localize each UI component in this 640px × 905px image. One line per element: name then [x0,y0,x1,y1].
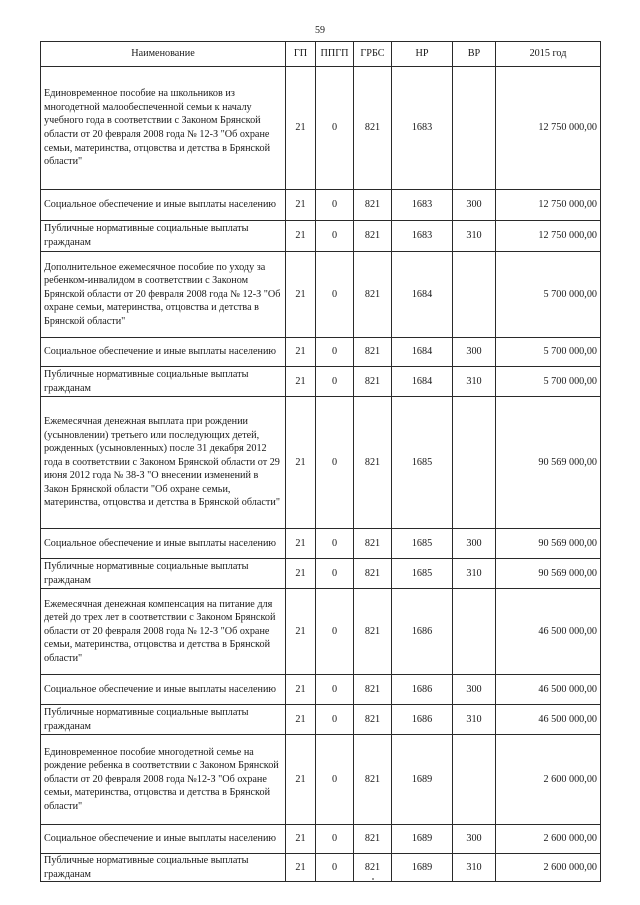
row-amount: 5 700 000,00 [496,367,601,397]
row-gp: 21 [286,559,316,589]
header-ppgp: ППГП [316,42,354,67]
header-vr: ВР [453,42,496,67]
row-name: Социальное обеспечение и иные выплаты населению [41,825,286,854]
row-grbs: 821 [354,675,392,705]
row-amount: 12 750 000,00 [496,190,601,221]
table-row [41,338,601,367]
row-ppgp: 0 [316,67,354,190]
row-nr: 1684 [392,338,453,367]
row-gp: 21 [286,252,316,338]
row-nr: 1684 [392,367,453,397]
row-vr [453,735,496,825]
row-ppgp: 0 [316,825,354,854]
header-grbs: ГРБС [354,42,392,67]
row-name: Социальное обеспечение и иные выплаты населению [41,190,286,221]
row-grbs: 821 [354,529,392,559]
table-row [41,190,601,221]
table-row [41,397,601,529]
row-gp: 21 [286,529,316,559]
row-ppgp: 0 [316,397,354,529]
row-vr: 310 [453,559,496,589]
row-grbs: 821 [354,825,392,854]
row-name: Ежемесячная денежная выплата при рождении (усыновлении) третьего или последующих детей, рожденных (усыновленных) после 31 декабря 2012 года в соответствии с Законом Брянской области от 29 июня 2012 года № 38-З "О внесении изменений в Закон Брянской области "Об охране семьи, материнства, отцовства и детства в Брянской области" [41,397,286,529]
row-grbs: 821 [354,589,392,675]
row-gp: 21 [286,825,316,854]
row-ppgp: 0 [316,705,354,735]
row-amount: 12 750 000,00 [496,221,601,252]
table-row [41,705,601,735]
row-gp: 21 [286,190,316,221]
row-gp: 21 [286,705,316,735]
table-row [41,825,601,854]
row-ppgp: 0 [316,252,354,338]
row-gp: 21 [286,589,316,675]
row-grbs: 821 [354,338,392,367]
row-grbs: 821 [354,190,392,221]
row-gp: 21 [286,67,316,190]
row-gp: 21 [286,735,316,825]
row-vr [453,67,496,190]
header-year: 2015 год [496,42,601,67]
row-name: Публичные нормативные социальные выплаты гражданам [41,367,286,397]
row-nr: 1689 [392,854,453,882]
row-vr: 300 [453,825,496,854]
row-name: Социальное обеспечение и иные выплаты населению [41,338,286,367]
row-vr: 310 [453,705,496,735]
row-grbs: 821 [354,367,392,397]
row-vr [453,589,496,675]
row-ppgp: 0 [316,367,354,397]
row-name: Дополнительное ежемесячное пособие по уходу за ребенком-инвалидом в соответствии с Законом Брянской области от 20 февраля 2008 года № 12-З "Об охране семьи, материнства, отцовства и детства в Брянской области" [41,252,286,338]
row-name: Публичные нормативные социальные выплаты гражданам [41,221,286,252]
row-grbs: 821 [354,735,392,825]
table-row [41,252,601,338]
row-vr: 300 [453,190,496,221]
row-name: Социальное обеспечение и иные выплаты населению [41,675,286,705]
row-grbs: 821 [354,221,392,252]
row-grbs: 821 [354,67,392,190]
table-row [41,221,601,252]
header-gp: ГП [286,42,316,67]
row-amount: 46 500 000,00 [496,705,601,735]
row-amount: 46 500 000,00 [496,675,601,705]
row-nr: 1685 [392,397,453,529]
row-name: Единовременное пособие многодетной семье на рождение ребенка в соответствии с Законом Брянской области от 20 февраля 2008 года №12-З "Об охране семьи, материнства, отцовства и детства в Брянской области" [41,735,286,825]
row-vr: 310 [453,221,496,252]
row-vr [453,252,496,338]
row-ppgp: 0 [316,854,354,882]
row-name: Публичные нормативные социальные выплаты гражданам [41,705,286,735]
row-name: Публичные нормативные социальные выплаты гражданам [41,854,286,882]
table-row [41,67,601,190]
table-row [41,589,601,675]
table-row [41,559,601,589]
table-header-row [41,42,601,67]
table-row [41,675,601,705]
row-ppgp: 0 [316,529,354,559]
budget-table [40,41,601,882]
row-name: Ежемесячная денежная компенсация на питание для детей до трех лет в соответствии с Законом Брянской области от 20 февраля 2008 года № 12-З "Об охране семьи, материнства, отцовства и детства в Брянской области" [41,589,286,675]
row-nr: 1686 [392,705,453,735]
row-nr: 1685 [392,529,453,559]
table-row [41,854,601,882]
row-gp: 21 [286,675,316,705]
row-nr: 1686 [392,675,453,705]
row-amount: 46 500 000,00 [496,589,601,675]
row-amount: 5 700 000,00 [496,252,601,338]
row-gp: 21 [286,367,316,397]
row-ppgp: 0 [316,559,354,589]
header-name: Наименование [41,42,286,67]
row-gp: 21 [286,338,316,367]
row-gp: 21 [286,854,316,882]
table-row [41,529,601,559]
table-row [41,367,601,397]
row-grbs: 821 [354,397,392,529]
row-ppgp: 0 [316,735,354,825]
row-name: Единовременное пособие на школьников из многодетной малообеспеченной семьи к началу учебного года в соответствии с Законом Брянской области от 20 февраля 2008 года № 12-З "Об охране семьи, материнства, отцовства и детства в Брянской области" [41,67,286,190]
row-amount: 12 750 000,00 [496,67,601,190]
row-ppgp: 0 [316,338,354,367]
row-vr [453,397,496,529]
row-gp: 21 [286,397,316,529]
row-amount: 2 600 000,00 [496,854,601,882]
row-ppgp: 0 [316,221,354,252]
row-amount: 2 600 000,00 [496,825,601,854]
row-vr: 300 [453,338,496,367]
row-vr: 310 [453,854,496,882]
row-nr: 1683 [392,221,453,252]
row-amount: 2 600 000,00 [496,735,601,825]
row-gp: 21 [286,221,316,252]
row-nr: 1683 [392,67,453,190]
row-grbs: 821 [354,705,392,735]
row-amount: 90 569 000,00 [496,397,601,529]
row-ppgp: 0 [316,190,354,221]
page-number: 59 [315,25,325,36]
row-nr: 1686 [392,589,453,675]
row-nr: 1685 [392,559,453,589]
row-name: Социальное обеспечение и иные выплаты населению [41,529,286,559]
row-grbs: 821 [354,252,392,338]
row-ppgp: 0 [316,589,354,675]
row-ppgp: 0 [316,675,354,705]
row-nr: 1683 [392,190,453,221]
row-nr: 1689 [392,735,453,825]
row-amount: 90 569 000,00 [496,529,601,559]
scan-speck [372,878,374,880]
header-nr: НР [392,42,453,67]
row-vr: 310 [453,367,496,397]
row-vr: 300 [453,529,496,559]
table-row [41,735,601,825]
row-nr: 1689 [392,825,453,854]
row-vr: 300 [453,675,496,705]
row-grbs: 821 [354,559,392,589]
row-nr: 1684 [392,252,453,338]
row-amount: 90 569 000,00 [496,559,601,589]
row-name: Публичные нормативные социальные выплаты гражданам [41,559,286,589]
row-grbs: 821 [354,854,392,882]
row-amount: 5 700 000,00 [496,338,601,367]
